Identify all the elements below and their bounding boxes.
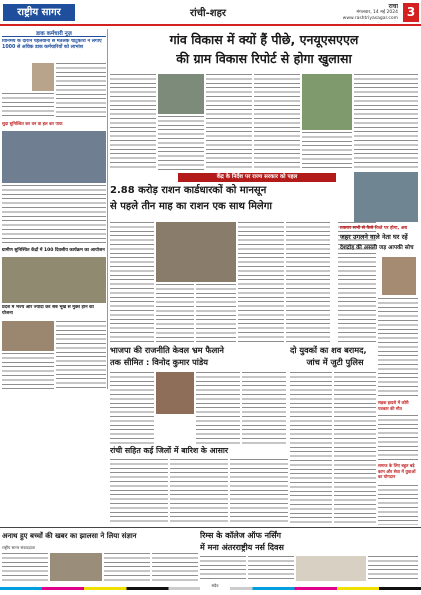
section-tag: डाक कर्मचारी नूज़	[2, 29, 106, 37]
banner-headline	[110, 30, 418, 70]
left-story2-headline: ग्रामीण सुनिश्चित केंद्रों में 100 दिवसीय कार्यक्रम का आयोजन	[2, 248, 105, 253]
left-caption: सुदा सुनिश्चित कर वन वा हल कर पाया	[2, 121, 63, 126]
left-story3-headline: प्रदेश में भज्य और ज्यादा कर सब भूखे से मुक्त होने की योजना	[2, 305, 94, 316]
left-body-3	[2, 185, 106, 245]
bjp-headline-1: भाजपा की राजनीति केवल भ्रम फैलाने	[110, 345, 224, 355]
bjp-body-col1	[110, 372, 154, 444]
center-body-col1	[110, 222, 154, 342]
bjp-body-col2	[196, 372, 240, 444]
bottom-body-col2	[104, 553, 150, 581]
banner-body-col4	[254, 74, 300, 170]
banner-photo-field	[302, 74, 352, 130]
youth-headline-2: जांच में जुटी पुलिस	[306, 357, 364, 367]
left-lead-body-2	[2, 93, 54, 119]
masthead	[0, 0, 421, 27]
bottom-body-col5	[248, 556, 294, 581]
rain-headline: रांची सहित कई जिलों में बारिश के आसार	[110, 446, 229, 455]
left-column	[2, 29, 106, 389]
youth-body-col1	[290, 372, 332, 524]
bottom-body-col6	[368, 556, 418, 581]
banner-body-col1	[110, 74, 156, 170]
center-body-col5	[286, 222, 330, 342]
right-headline-3: देशद्रोह की असली जड़ आपकी सोच	[340, 245, 414, 251]
youth-body-col2	[334, 372, 376, 524]
left-photo-event	[2, 257, 106, 303]
page-footer	[0, 583, 421, 595]
center-body-col4	[238, 222, 284, 342]
bottom-right-headline-1: रिम्स के कॉलेज ऑफ नर्सिंग	[200, 531, 281, 540]
bjp-headline-2: तक सीमित : विनोद कुमार पांडेय	[110, 357, 209, 367]
page-number: 3	[403, 3, 419, 22]
right-small-headline-2: समाज के लिए बहुत बड़े काम और सेवा में युवाओं का योगदान	[378, 463, 416, 479]
center-body-col3	[196, 284, 236, 342]
center-body-col2	[156, 284, 194, 342]
center-photo-ration	[156, 222, 236, 282]
website: www.rashtriyasagar.com	[342, 16, 398, 21]
bjp-body-col3	[242, 372, 286, 444]
left-photo-meeting	[2, 321, 54, 351]
right-headline-2: जहर उगलने वाले नेता घर रहें	[340, 233, 408, 241]
dateline-city: रांची	[388, 4, 398, 10]
rain-body-col1	[110, 459, 168, 525]
banner-body-col5	[302, 132, 352, 170]
banner-photo-building	[158, 74, 204, 114]
bottom-body-col3	[152, 553, 198, 581]
dateline-date: मंगलवार, 14 मई 2024	[356, 10, 398, 15]
center-headline-2: से पहले तीन माह का राशन एक साथ मिलेगा	[110, 201, 272, 212]
left-photo-portrait	[32, 63, 54, 91]
left-body-5	[2, 353, 54, 389]
banner-body-col3	[206, 74, 252, 170]
right-small-headline-1: सड़क हादसे में कोरी पत्रकार की मौत	[378, 400, 409, 411]
bottom-right-headline-2: में मना अंतरराष्ट्रीय नर्स दिवस	[200, 543, 284, 552]
right-photo-flood	[354, 172, 418, 222]
newspaper-logo: राष्ट्रीय सागर	[3, 4, 75, 21]
left-lead-headline: विनिमय के दौरान पहलवानों से मतलक चाटुकारों ने लगाए 1000 से अधिक डाक कर्मचारियों को लाभांश	[2, 39, 102, 50]
bottom-left-headline: अनाथ हुए बच्चों की खबर का झालसा ने लिया संज्ञान	[2, 532, 137, 540]
right-body-3	[378, 485, 418, 525]
masthead-rule	[0, 24, 421, 26]
divider	[107, 29, 108, 389]
bottom-body-col4	[200, 556, 246, 581]
dateline	[318, 4, 398, 22]
right-body-1	[378, 298, 418, 398]
bottom-rule	[0, 527, 421, 528]
banner-body-col2	[158, 116, 204, 170]
rain-body-col2	[170, 459, 228, 525]
left-photo-group	[2, 131, 106, 183]
banner-body-col6	[354, 74, 418, 170]
bottom-photo-children	[50, 553, 102, 581]
byline: राष्ट्रीय सागर संवाददाता	[2, 545, 36, 550]
banner-line-2: की ग्राम विकास रिपोर्ट से होगा खुलासा	[176, 51, 352, 66]
left-lead-body	[56, 63, 106, 119]
right-headline-1: तकरार सभी से फैसे रिश्ते पर होगा, अब	[340, 226, 407, 231]
center-kicker-bar: केंद्र के निर्देश पर राज्य सरकार को पहल	[178, 173, 336, 182]
bottom-photo-nurses	[296, 556, 366, 581]
footer-text: सदैव	[200, 583, 230, 593]
right-body-2	[378, 415, 418, 461]
left-body-4	[56, 321, 106, 389]
youth-headline-1: दो युवकों का शव बरामद,	[290, 345, 367, 355]
bottom-body-col1	[2, 553, 48, 581]
bjp-photo-portrait	[156, 372, 194, 414]
edition-city: रांची-शहर	[190, 8, 226, 19]
right-photo-portrait	[382, 257, 416, 295]
center-headline-1: 2.88 करोड़ राशन कार्डधारकों को मानसून	[110, 185, 267, 196]
banner-line-1: गांव विकास में क्यों हैं पीछे, एनयूएसएएल	[169, 32, 359, 47]
rain-body-col3	[230, 459, 288, 525]
